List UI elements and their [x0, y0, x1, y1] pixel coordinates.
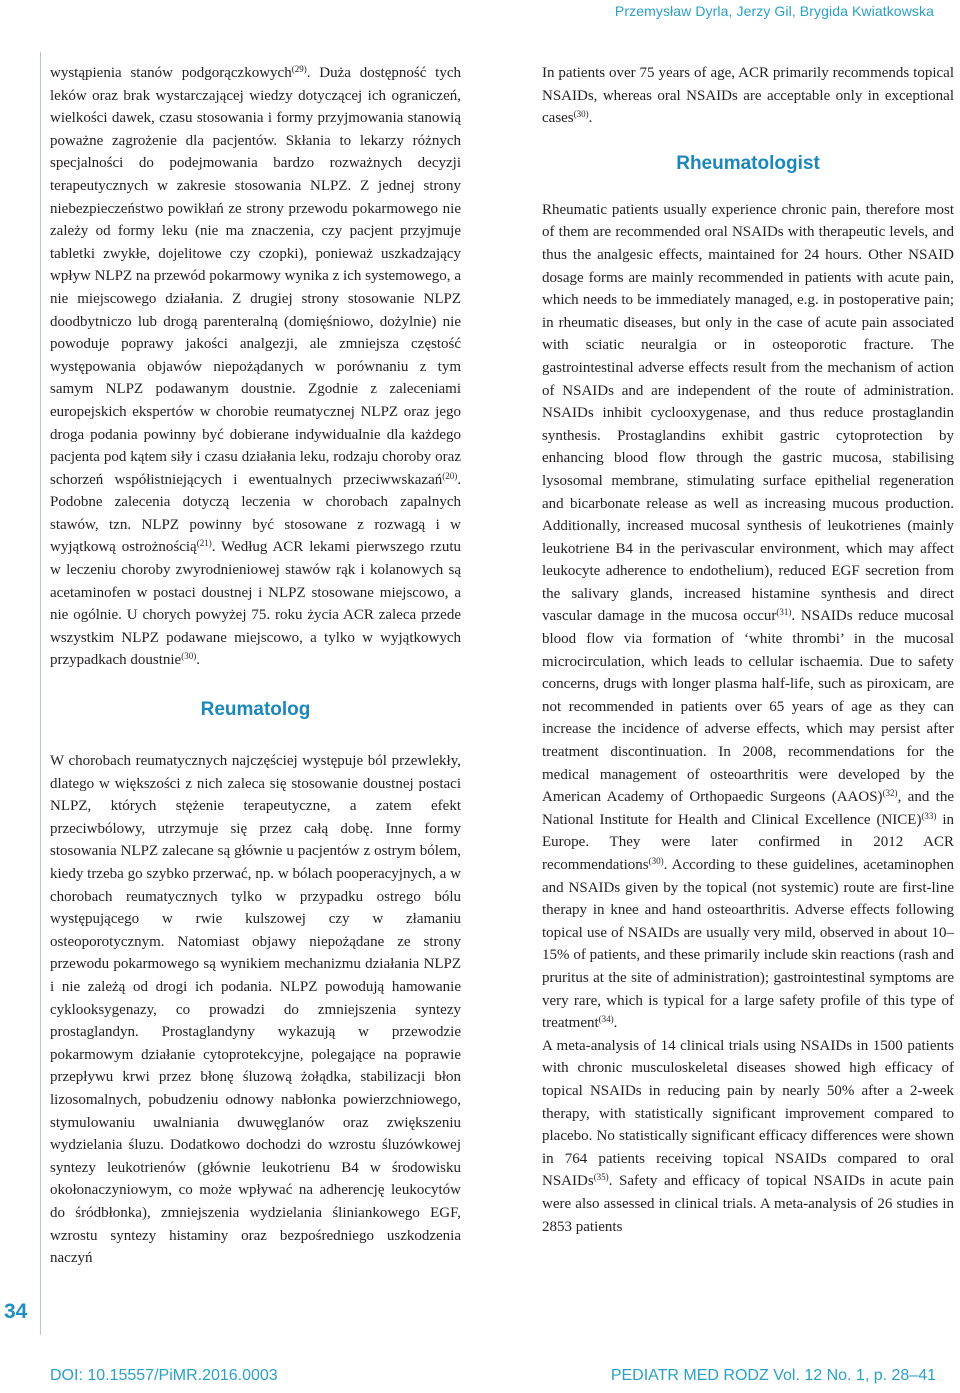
section-heading-reumatolog: Reumatolog [200, 699, 311, 721]
right-paragraph-3: A meta-analysis of 14 clinical trials using NSAIDs in 1500 patients with chronic musculoskeletal diseases showed high efficacy of topical NSAIDs in reducing pain by nearly 50% after a 2-week therapy, with statistically significant improvement compared to placebo. No statistically significant efficacy differences were shown in 764 patients receiving topical NSAIDs compared to oral NSAIDs$^{(35)}$. Safety and efficacy of topical NSAIDs in acute pain were also assessed in clinical trials. A meta-analysis of 26 studies in 2853 patients [542, 1037, 954, 1235]
margin-rule [40, 52, 41, 1335]
citation[interactable]: (29) [291, 64, 307, 74]
right-paragraph-2: Rheumatic patients usually experience chronic pain, therefore most of them are recommended oral NSAIDs with therapeutic levels, and thus the analgesic effects, maintained for 24 hours. Other NSAID dosage forms are mainly recommended in patients with acute pain, which needs to be immediately managed, e.g. in postoperative pain; in rheumatic diseases, but only in the case of acute pain associated with sciatic neuralgia or in osteoporotic fracture. The gastrointestinal adverse effects result from the mechanism of action of NSAIDs and are independent of the route of administration. NSAIDs inhibit cyclooxygenase, and thus reduce prostaglandin synthesis. Prostaglandins exhibit gastric cytoprotection by enhancing blood flow through the gastric mucosa, stabilising lysosomal membrane, stimulating surface epithelial regeneration and bicarbonate release as well as increasing mucous production. Additionally, increased mucosal synthesis of leukotrienes (mainly leukotriene B4 in the perivascular environment, which may affect leukocyte adherence to endothelium), reduced EGF secretion from the salivary glands, increased histamine synthesis and direct vascular damage in the mucosa occur$^{(31)}$. NSAIDs reduce mucosal blood flow via formation of ‘white thrombi’ in the mucosal microcirculation, which leads to cellular ischaemia. Due to safety concerns, drugs with longer plasma half-life, such as piroxicam, are not recommended in patients over 65 years of age as they can increase the incidence of adverse effects, which may persist after treatment discontinuation. In 2008, recommendations for the medical management of osteoarthritis were developed by the American Academy of Orthopaedic Surgeons (AAOS)$^{(32)}$, and the National Institute for Health and Clinical Excellence (NICE)$^{(33)}$ in Europe. They were later confirmed in 2012 ACR recommendations$^{(30)}$. According to these guidelines, acetaminophen and NSAIDs given by the topical (not systemic) route are first-line therapy in knee and hand osteoarthritis. Adverse effects following topical use of NSAIDs are usually very mild, observed in about 10–15% of patients, and these primarily include skin reactions (rash and pruritus at the site of administration); gastrointestinal symptoms are very rare, which is typical for a large safety profile of this type of treatment$^{(34)}$. [542, 201, 954, 1032]
footer-journal-citation: PEDIATR MED RODZ Vol. 12 No. 1, p. 28–41 [610, 1367, 936, 1384]
citation[interactable]: (20) [442, 470, 458, 481]
citation[interactable]: (30) [573, 109, 589, 120]
section-heading-rheumatologist: Rheumatologist [676, 152, 820, 174]
citation[interactable]: (34) [598, 1014, 614, 1025]
left-column [50, 62, 461, 1270]
running-header-authors: Przemysław Dyrla, Jerzy Gil, Brygida Kwiatkowska [614, 3, 934, 19]
citation[interactable]: (31) [776, 607, 792, 618]
right-column [542, 62, 954, 1238]
citation[interactable]: (30) [181, 651, 197, 662]
page-number: 34 [4, 1300, 28, 1323]
left-paragraph-1: wystąpienia stanów podgorączkowych$^{(29)}$. Duża dostępność tych leków oraz brak wystarczającej wiedzy dotyczącej ich ograniczeń, wielkości dawek, czasu stosowania i formy przyjmowania stanowią poważne zagrożenie dla pacjentów. Skłania to lekarzy różnych specjalności do podejmowania bardzo rozważnych decyzji terapeutycznych w zakresie stosowania NLPZ. Z jednej strony niebezpieczeństwo powikłań ze strony przewodu pokarmowego nie zależy od formy leku (nie ma znaczenia, czy pacjent przyjmuje tabletki zwykłe, dojelitowe czy czopki), ponieważ uszkadzający wpływ NLPZ na przewód pokarmowy wynika z ich systemowego, a nie miejscowego działania. Z drugiej strony stosowanie NLPZ doodbytniczo lub drogą parenteralną (domięśniowo, dożylnie) nie powoduje poprawy jakości analgezji, ale zmniejsza częstość występowania objawów niepożądanych w porównaniu z tym samym NLPZ podawanym doustnie. Zgodnie z zaleceniami europejskich ekspertów w chorobie reumatycznej NLPZ oraz jego droga podania powinny być dobierane indywidualnie dla każdego pacjenta pod kątem siły i czasu działania leku, rodzaju choroby oraz schorzeń współistniejących i ewentualnych przeciwwskazań$^{(20)}$. Podobne zalecenia dotyczą leczenia w chorobach zapalnych stawów, tzn. NLPZ powinny być stosowane z rozwagą i w wyjątkową ostrożnością$^{(21)}$. Według ACR lekami pierwszego rzutu w leczeniu choroby zwyrodnieniowej stawów rąk i kolanowych są acetaminofen w postaci doustnej i NLPZ stosowane miejscowo, a nie ogólnie. U chorych powyżej 75. roku życia ACR zaleca przede wszystkim NLPZ podawane miejscowo, a tylko w wyjątkowych przypadkach doustnie$^{(30)}$. [50, 64, 461, 669]
footer-doi[interactable]: DOI: 10.15557/PiMR.2016.0003 [50, 1367, 278, 1384]
right-paragraph-1: In patients over 75 years of age, ACR primarily recommends topical NSAIDs, whereas oral NSAIDs are acceptable only in exceptional cases$^{(30)}$. [542, 65, 954, 127]
citation[interactable]: (33) [921, 810, 937, 821]
citation[interactable]: (30) [648, 856, 664, 866]
citation[interactable]: (21) [196, 538, 212, 549]
citation[interactable]: (35) [593, 1172, 609, 1183]
citation[interactable]: (32) [882, 788, 898, 799]
left-paragraph-2: W chorobach reumatycznych najczęściej występuje ból przewlekły, dlatego w większości z nich zaleca się stosowanie doustnej postaci NLPZ, których stężenie terapeutyczne, a zatem efekt przeciwbólowy, utrzymuje się przez całą dobę. Inne formy stosowania NLPZ zalecane są głównie u pacjentów z ostrym bólem, kiedy trzeba go szybko przerwać, np. w bólach pooperacyjnych, a w chorobach reumatycznych tylko w przypadku ostrego bólu występującego w rwie kulszowej czy w złamaniu osteoporotycznym. Natomiast objawy niepożądane ze strony przewodu pokarmowego są wynikiem mechanizmu działania NLPZ i nie zależą od drogi ich podania. NLPZ powodują hamowanie cyklooksygenazy, co prowadzi do zmniejszenia syntezy prostaglandyn. Prostaglandyny wykazują w przewodzie pokarmowym działanie cytoprotekcyjne, polegające na poprawie przepływu krwi przez błonę śluzową żołądka, stabilizacji błon lizosomalnych, pobudzeniu odnowy nabłonka powierzchniowego, stymulowaniu uwalniania dwuwęglanów oraz zwiększeniu wydzielania śluzu. Dodatkowo dochodzi do wzrostu śluzówkowej syntezy leukotrienów (głównie leukotrienu B4 w środowisku okołonaczyniowym, co może wpływać na adherencję leukocytów do śródbłonka), zmniejszenia wydzielania śliniankowego EGF, wzrostu syntezy histaminy oraz bezpośredniego uszkodzenia naczyń [50, 753, 461, 1267]
